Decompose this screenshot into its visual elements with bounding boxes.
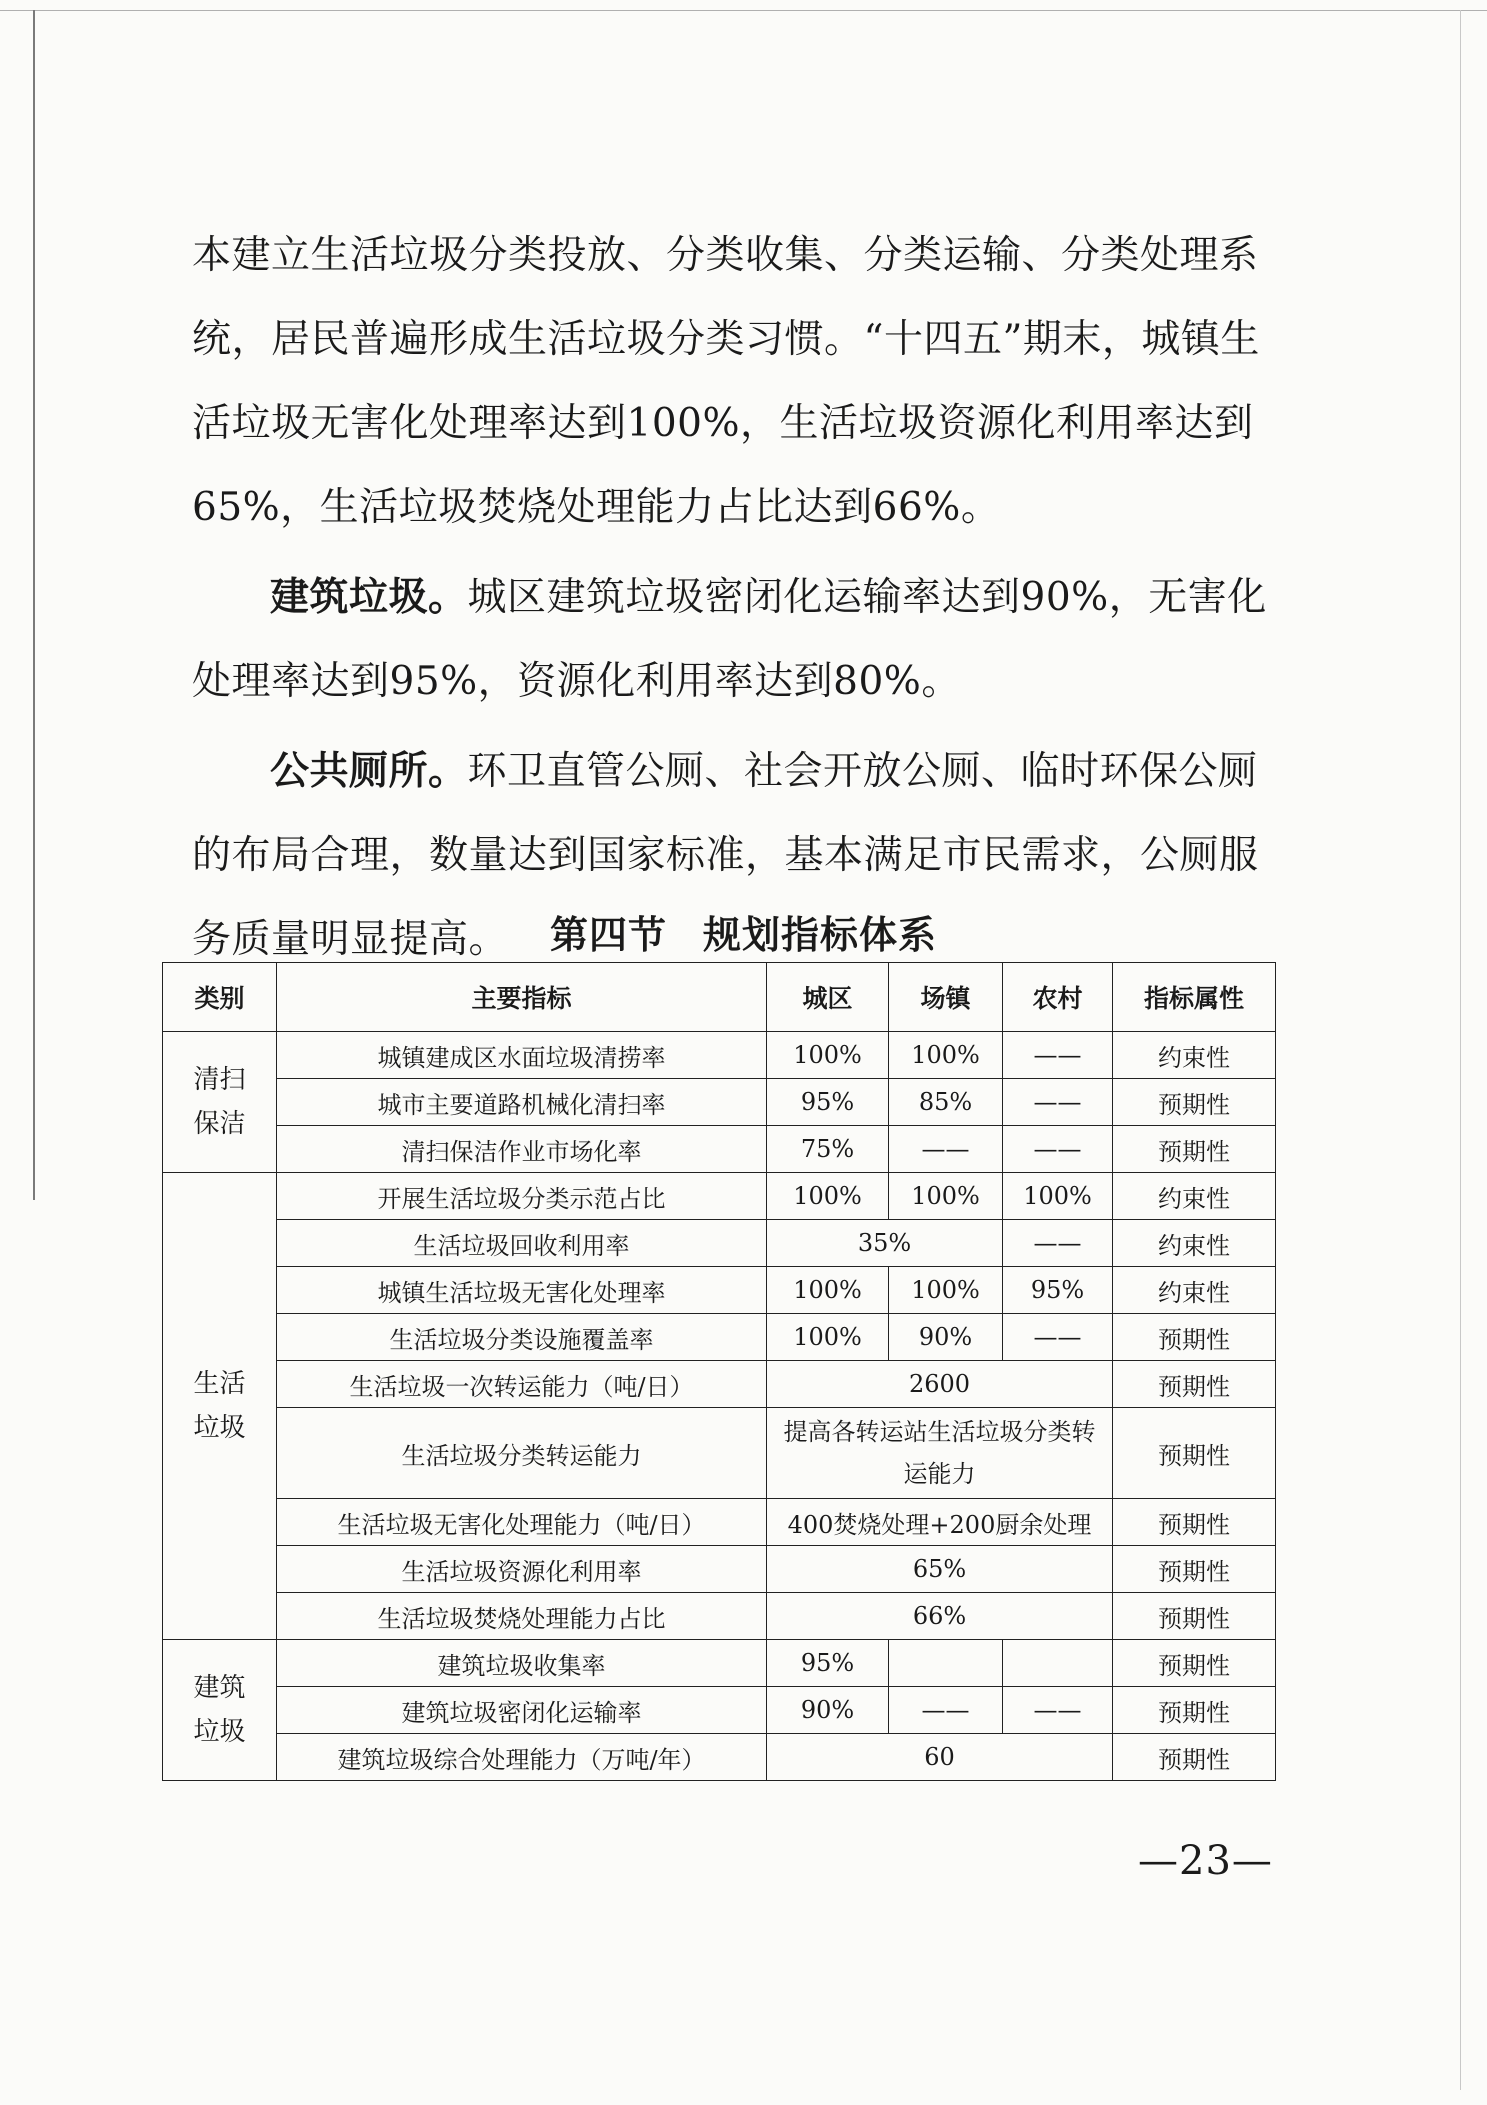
table-row xyxy=(163,1734,1276,1781)
cell-attribute: 预期性 xyxy=(1113,1640,1276,1687)
paragraph-lead: 建筑垃圾。 xyxy=(270,575,468,620)
category-household: 生活垃圾 xyxy=(163,1173,277,1640)
header-attribute: 指标属性 xyxy=(1113,963,1276,1032)
table-row xyxy=(163,1126,1276,1173)
table-row xyxy=(163,1687,1276,1734)
header-rural: 农村 xyxy=(1003,963,1113,1032)
cell-indicator: 清扫保洁作业市场化率 xyxy=(277,1126,767,1173)
cell-indicator: 生活垃圾分类设施覆盖率 xyxy=(277,1314,767,1361)
table-row xyxy=(163,1314,1276,1361)
cell-urban: 90% xyxy=(767,1687,889,1734)
cell-attribute: 约束性 xyxy=(1113,1032,1276,1079)
category-cleaning: 清扫保洁 xyxy=(163,1032,277,1173)
paragraph-construction-waste xyxy=(192,556,1272,724)
scan-right-edge xyxy=(1460,10,1461,2090)
cell-urban: 95% xyxy=(767,1640,889,1687)
cell-attribute: 预期性 xyxy=(1113,1079,1276,1126)
indicator-table xyxy=(162,962,1276,1781)
cell-town: 100% xyxy=(889,1032,1003,1079)
cell-rural: —— xyxy=(1003,1079,1113,1126)
table-row xyxy=(163,1593,1276,1640)
cell-indicator: 生活垃圾资源化利用率 xyxy=(277,1546,767,1593)
cell-urban: 100% xyxy=(767,1032,889,1079)
cell-urban: 100% xyxy=(767,1173,889,1220)
cell-indicator: 生活垃圾一次转运能力（吨/日） xyxy=(277,1361,767,1408)
paragraph-household-waste: 本建立生活垃圾分类投放、分类收集、分类运输、分类处理系统，居民普遍形成生活垃圾分类习惯。“十四五”期末，城镇生活垃圾无害化处理率达到100%，生活垃圾资源化利用率达到65%，生活垃圾焚烧处理能力占比达到66%。 xyxy=(192,233,1260,530)
cell-attribute: 预期性 xyxy=(1113,1499,1276,1546)
cell-indicator: 建筑垃圾密闭化运输率 xyxy=(277,1687,767,1734)
cell-indicator: 开展生活垃圾分类示范占比 xyxy=(277,1173,767,1220)
cell-attribute: 预期性 xyxy=(1113,1314,1276,1361)
cell-merged: 65% xyxy=(767,1546,1113,1593)
table-row xyxy=(163,1220,1276,1267)
cell-indicator: 生活垃圾无害化处理能力（吨/日） xyxy=(277,1499,767,1546)
section-number: 第四节 xyxy=(549,913,667,957)
cell-attribute: 预期性 xyxy=(1113,1687,1276,1734)
table-row xyxy=(163,1640,1276,1687)
cell-indicator: 生活垃圾焚烧处理能力占比 xyxy=(277,1593,767,1640)
cell-rural: —— xyxy=(1003,1687,1113,1734)
cell-indicator: 建筑垃圾收集率 xyxy=(277,1640,767,1687)
cell-rural xyxy=(1003,1640,1113,1687)
category-construction: 建筑垃圾 xyxy=(163,1640,277,1781)
cell-urban: 100% xyxy=(767,1314,889,1361)
paragraph-body: 城区建筑垃圾密闭化运输率达到90%，无害化处理率达到95%，资源化利用率达到80%。 xyxy=(192,575,1267,704)
cell-merged: 60 xyxy=(767,1734,1113,1781)
cell-merged: 提高各转运站生活垃圾分类转运能力 xyxy=(767,1408,1113,1499)
cell-merged: 400焚烧处理+200厨余处理 xyxy=(767,1499,1113,1546)
cell-attribute: 预期性 xyxy=(1113,1361,1276,1408)
cell-attribute: 约束性 xyxy=(1113,1267,1276,1314)
cell-attribute: 约束性 xyxy=(1113,1173,1276,1220)
cell-town: 85% xyxy=(889,1079,1003,1126)
cell-attribute: 预期性 xyxy=(1113,1126,1276,1173)
table-row xyxy=(163,1173,1276,1220)
table-header-row xyxy=(163,963,1276,1032)
cell-urban: 95% xyxy=(767,1079,889,1126)
table-row xyxy=(163,1408,1276,1499)
cell-town: 100% xyxy=(889,1267,1003,1314)
paragraph-lead: 公共厕所。 xyxy=(270,749,468,794)
cell-rural: 100% xyxy=(1003,1173,1113,1220)
cell-indicator: 城镇生活垃圾无害化处理率 xyxy=(277,1267,767,1314)
header-indicator: 主要指标 xyxy=(277,963,767,1032)
cell-town: —— xyxy=(889,1126,1003,1173)
cell-rural: 95% xyxy=(1003,1267,1113,1314)
cell-rural: —— xyxy=(1003,1032,1113,1079)
header-category: 类别 xyxy=(163,963,277,1032)
scan-top-edge xyxy=(0,10,1487,11)
paragraph-body: 环卫直管公厕、社会开放公厕、临时环保公厕的布局合理，数量达到国家标准，基本满足市民需求，公厕服务质量明显提高。 xyxy=(192,749,1259,962)
cell-town: 100% xyxy=(889,1173,1003,1220)
section-title: 规划指标体系 xyxy=(703,913,938,957)
cell-urban: 75% xyxy=(767,1126,889,1173)
table-row xyxy=(163,1079,1276,1126)
header-urban: 城区 xyxy=(767,963,889,1032)
scan-left-edge xyxy=(33,10,35,1200)
cell-merged: 2600 xyxy=(767,1361,1113,1408)
cell-attribute: 预期性 xyxy=(1113,1546,1276,1593)
table-row xyxy=(163,1499,1276,1546)
cell-rural: —— xyxy=(1003,1126,1113,1173)
cell-attribute: 预期性 xyxy=(1113,1734,1276,1781)
cell-merged: 35% xyxy=(767,1220,1003,1267)
cell-town: 90% xyxy=(889,1314,1003,1361)
cell-town xyxy=(889,1640,1003,1687)
cell-indicator: 城镇建成区水面垃圾清捞率 xyxy=(277,1032,767,1079)
cell-indicator: 城市主要道路机械化清扫率 xyxy=(277,1079,767,1126)
cell-attribute: 预期性 xyxy=(1113,1408,1276,1499)
cell-merged: 66% xyxy=(767,1593,1113,1640)
header-town: 场镇 xyxy=(889,963,1003,1032)
body-text xyxy=(192,214,1272,982)
cell-indicator: 建筑垃圾综合处理能力（万吨/年） xyxy=(277,1734,767,1781)
cell-urban: 100% xyxy=(767,1267,889,1314)
cell-indicator: 生活垃圾回收利用率 xyxy=(277,1220,767,1267)
cell-attribute: 约束性 xyxy=(1113,1220,1276,1267)
table-row xyxy=(163,1267,1276,1314)
cell-rural: —— xyxy=(1003,1220,1113,1267)
cell-indicator: 生活垃圾分类转运能力 xyxy=(277,1408,767,1499)
page-number: —23— xyxy=(1138,1838,1273,1884)
table-row xyxy=(163,1361,1276,1408)
table-row xyxy=(163,1032,1276,1079)
cell-attribute: 预期性 xyxy=(1113,1593,1276,1640)
section-heading xyxy=(0,904,1487,959)
table-row xyxy=(163,1546,1276,1593)
cell-rural: —— xyxy=(1003,1314,1113,1361)
cell-town: —— xyxy=(889,1687,1003,1734)
